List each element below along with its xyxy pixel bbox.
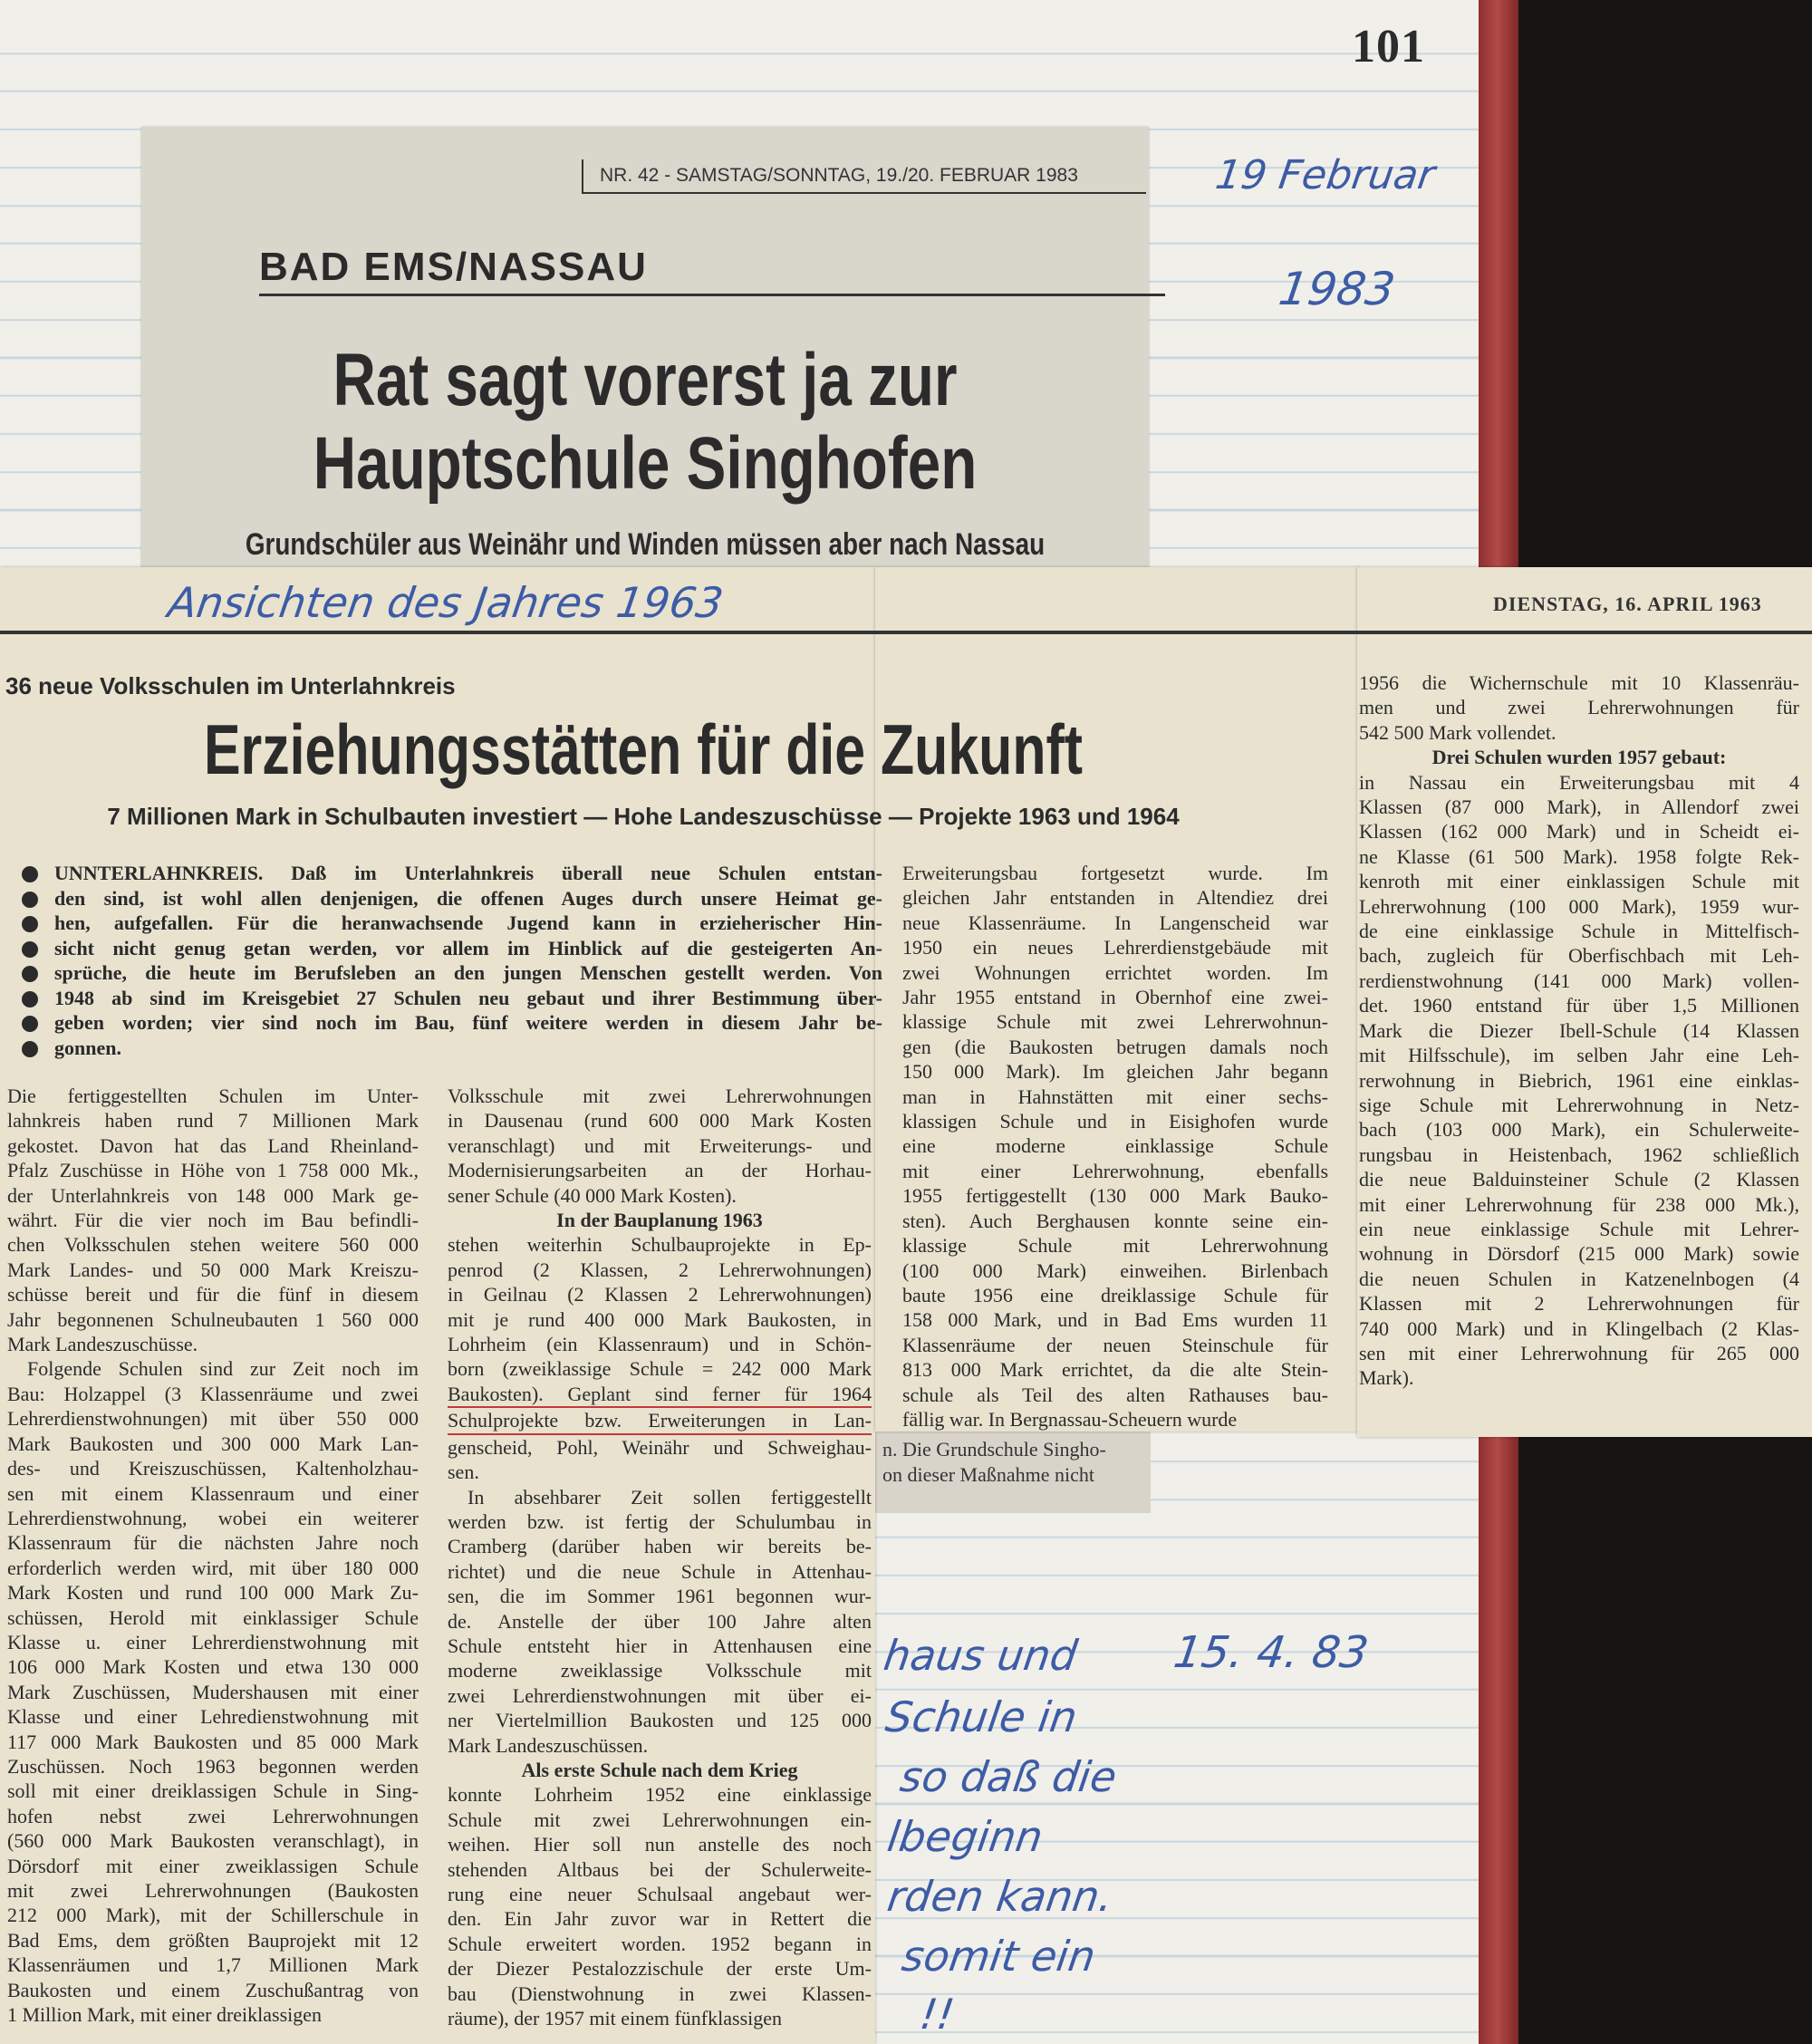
article-line: Die fertiggestellten Schulen im Unter- [7,1085,419,1107]
article-line: genscheid, Pohl, Weinähr und Schweighau- [448,1435,872,1459]
article-line: weihen. Hier soll nun anstelle des noch [448,1833,872,1856]
article-line: Als erste Schule nach dem Krieg [521,1758,798,1781]
article-column-3 [902,861,1328,1432]
article-line: sener Schule (40 000 Mark Kosten). [448,1183,737,1207]
article-line: 117 000 Mark Baukosten und 85 000 Mark [7,1730,419,1753]
article-line: veranschlagt) und mit Erweiterungs- und [448,1133,872,1157]
subheadline: 7 Millionen Mark in Schulbauten investiert — Hohe Landeszuschüsse — Projekte 1963 und 1964 [107,803,1180,830]
handwritten-line: !! [917,1990,958,2039]
article-line: Schule entsteht hier in Attenhausen eine [448,1634,872,1657]
section-heading: BAD EMS/NASSAU [259,245,1165,296]
article-line: 150 000 Mark). Im gleichen Jahr begann [902,1060,1328,1084]
article-line: Mark Landes- und 50 000 Mark Kreiszu- [7,1258,419,1281]
lead-paragraph [22,861,882,1060]
handwritten-line: somit ein [899,1932,1099,1981]
kicker: 36 neue Volksschulen im Unterlahnkreis [5,672,456,699]
article-line: (100 000 Mark) einweihen. Birlenbach [902,1258,1328,1282]
article-line: mit je rund 400 000 Mark Baukosten, in [448,1307,872,1331]
lead-line: gonnen. [22,1036,882,1061]
article-line: mit einer Lehrerwohnung, ebenfalls [902,1159,1328,1182]
article-line: rerdienstwohnung (141 000 Mark) vollen- [1359,969,1799,992]
article-line: Schule erweitert worden. 1952 begann in [448,1932,872,1955]
article-line: Lehrerdienstwohnung, wobei ein weiterer [7,1506,419,1529]
article-line: werden bzw. ist fertig der Schulumbau in [448,1509,872,1533]
article-line: born (zweiklassige Schule = 242 000 Mark [448,1357,872,1381]
handwritten-year: 1983 [1275,263,1399,315]
article-line: Folgende Schulen sind zur Zeit noch im [27,1357,419,1381]
article-line: Mark Baukosten und 300 000 Mark Lan- [7,1432,419,1455]
article-line: zwei Lehrerdienstwohnungen mit über ei- [448,1683,872,1707]
article-line: 1 Million Mark, mit einer dreiklassigen [7,2003,323,2027]
article-line: sen mit einem Klassenraum und einer [7,1481,419,1505]
article-line: rerwohnung in Biebrich, 1961 eine einklas- [1359,1068,1799,1092]
article-line: bach, zugleich für Oberfischbach mit Leh- [1359,944,1799,968]
article-line: eine moderne einklassige Schule [902,1134,1328,1158]
article-line: des- und Kreiszuschüssen, Kaltenholzhau- [7,1457,419,1480]
subheadline: Grundschüler aus Weinähr und Winden müssen aber nach Nassau [245,527,1046,562]
article-line: (560 000 Mark Baukosten veranschlagt), in [7,1829,419,1853]
bullet-icon [22,991,38,1008]
article-line: die neuen Schulen in Katzenelnbogen (4 [1359,1267,1799,1290]
article-line: Mark Landeszuschüssen. [448,1733,649,1757]
article-line: Klassenräumen und 1,7 Millionen Mark [7,1953,419,1977]
clipping-1983 [141,127,1149,598]
article-line: 542 500 Mark vollendet. [1359,720,1557,744]
article-line: schule als Teil des alten Rathauses bau- [902,1383,1328,1406]
article-line: ner Viertelmillion Baukosten und 125 000 [448,1709,872,1732]
article-line: neue Klassenräume. In Langenscheid war [902,911,1328,934]
article-line: Klassen (87 000 Mark), in Allendorf zwei [1359,795,1799,819]
bullet-icon [22,1016,38,1032]
handwritten-line: lbeginn [884,1812,1046,1861]
article-column-1 [7,1084,419,2027]
article-line: de. Anstelle der über 100 Jahre alten [448,1609,872,1633]
article-line: sige Schule mit Lehrerwohnung in Netz- [1359,1093,1799,1116]
lead-line: 1948 ab sind im Kreisgebiet 27 Schulen neu gebaut und ihrer Bestimmung über- [22,986,882,1011]
article-column-4 [1359,670,1799,1391]
article-line: Lehrerwohnung (100 000 Mark), 1959 wur- [1359,894,1799,918]
article-line: währt. Für die vier noch im Bau befindli- [7,1209,419,1232]
article-line: klassige Schule mit Lehrerwohnung [902,1234,1328,1258]
article-line: In der Bauplanung 1963 [556,1209,763,1232]
lead-line: geben worden; vier sind noch im Bau, fünf weitere werden in diesem Jahr be- [22,1010,882,1036]
page-number: 101 [1352,21,1425,72]
article-line: man in Hahnstätten mit einer sechs- [902,1085,1328,1108]
handwritten-line: rden kann. [884,1872,1116,1921]
article-line: Modernisierungsarbeiten an der Horhau- [448,1159,872,1182]
article-line: Drei Schulen wurden 1957 gebaut: [1431,746,1727,769]
article-line: schüsse bereit und für die fünf in diesem [7,1283,419,1306]
article-line: 158 000 Mark, und in Bad Ems wurden 11 [902,1308,1328,1332]
article-line: in Geilnau (2 Klassen 2 Lehrerwohnungen) [448,1283,872,1306]
article-line: schüssen, Herold mit einklassiger Schule [7,1605,419,1629]
article-line: soll mit einer dreiklassigen Schule in Sing- [7,1779,419,1803]
article-line: Mark Kosten und rund 100 000 Mark Zu- [7,1581,419,1605]
lead-line: sicht nicht genug getan werden, vor allem im Hinblick auf die gesteigerten An- [22,936,882,961]
bullet-icon [22,966,38,982]
handwritten-line: haus und [881,1631,1081,1680]
article-line: Jahr begonnenen Schulneubauten 1 560 000 [7,1307,419,1331]
article-line: Baukosten). Geplant sind ferner für 1964 [448,1382,872,1408]
lead-line: sprüche, die heute im Berufsleben an den jungen Menschen gestellt werden. Von [22,960,882,986]
article-line: fällig war. In Bergnassau-Scheuern wurde [902,1407,1238,1431]
lead-line: hen, aufgefallen. Für die heranwachsende Jugend kann in erzieherischer Hin- [22,911,882,936]
bullet-icon [22,941,38,958]
article-line: Zuschüssen. Noch 1963 begonnen werden [7,1754,419,1778]
article-line: moderne zweiklassige Volksschule mit [448,1659,872,1682]
article-line: In absehbarer Zeit sollen fertiggestellt [467,1485,872,1509]
handwritten-date-bottom: 15. 4. 83 [1171,1627,1372,1678]
article-line: Schulprojekte bzw. Erweiterungen in Lan- [448,1408,872,1434]
article-line: rungsbau in Heistenbach, 1962 schließlich [1359,1143,1799,1166]
clipping-date: DIENSTAG, 16. APRIL 1963 [1493,593,1762,615]
article-line: chen Volksschulen stehen weitere 560 000 [7,1233,419,1257]
bullet-icon [22,916,38,932]
article-line: gleichen Jahr entstanden in Altendiez drei [902,886,1328,910]
article-line: gen (die Baukosten betrugen damals noch [902,1035,1328,1058]
headline: Erziehungsstätten für die Zukunft [203,709,1084,789]
handwritten-line: so daß die [897,1752,1120,1801]
article-line: penrod (2 Klassen, 2 Lehrerwohnungen) [448,1258,872,1281]
article-line: 106 000 Mark Kosten und etwa 130 000 [7,1655,419,1679]
masthead-rule [0,631,1812,634]
article-line: Erweiterungsbau fortgesetzt wurde. Im [902,862,1328,884]
article-line: det. 1960 entstand für über 1,5 Millionen [1359,994,1799,1017]
article-line: Klassenraum für die nächsten Jahre noch [7,1531,419,1555]
article-line: 740 000 Mark) und in Klingelbach (2 Klas- [1359,1316,1799,1340]
article-line: der Unterlahnkreis von 148 000 Mark ge- [7,1183,419,1207]
article-line: kenroth mit einer einklassigen Schule mit [1359,870,1799,893]
article-line: Schule mit zwei Lehrerwohnungen ein- [448,1808,872,1831]
article-line: Klasse u. einer Lehrerdienstwohnung mit [7,1630,419,1654]
article-line: ne Klasse (61 500 Mark). 1958 folgte Rek- [1359,844,1799,868]
article-line: Mark Zuschüssen, Mudershausen mit einer [7,1680,419,1703]
article-line: sen. [448,1461,479,1484]
article-line: hofen nebst zwei Lehrerwohnungen [7,1804,419,1827]
clipping-dateline: NR. 42 - SAMSTAG/SONNTAG, 19./20. FEBRUAR 1983 [582,159,1146,194]
article-line: Jahr 1955 entstand in Obernhof eine zwei- [902,986,1328,1009]
article-line: Klassen (162 000 Mark) und in Scheidt ei- [1359,820,1799,844]
article-line: Baukosten und einem Zuschußantrag von [7,1978,419,2001]
bullet-icon [22,866,38,882]
article-line: rung eine neuer Schulsaal angebaut wer- [448,1883,872,1905]
article-line: sten). Auch Berghausen konnte seine ein- [902,1209,1328,1232]
fragment-line: on dieser Maßnahme nicht [882,1463,1094,1486]
lead-line: den sind, ist wohl allen denjenigen, die offenen Auges durch unsere Heimat ge- [22,886,882,911]
article-line: ein neue einklassige Schule mit Lehrer- [1359,1217,1799,1240]
article-line: Klasse und einer Lehredienstwohnung mit [7,1705,419,1729]
article-line: Bad Ems, dem größten Bauprojekt mit 12 [7,1928,419,1952]
article-line: mit einer Lehrerwohnung für 238 000 Mk.), [1359,1192,1799,1216]
article-line: de eine einklassige Schule in Mittelfisch- [1359,920,1799,943]
article-line: richtet) und die neue Schule in Attenhau- [448,1559,872,1583]
article-line: den. Ein Jahr zuvor war in Rettert die [448,1907,872,1931]
handwritten-line: Schule in [882,1692,1081,1741]
article-line: baute 1956 eine dreiklassige Schule für [902,1283,1328,1306]
article-line: 1950 ein neues Lehrerdienstgebäude mit [902,936,1328,959]
article-line: 212 000 Mark), mit der Schillerschule in [7,1904,419,1927]
article-line: Klassen mit 2 Lehrerwohnungen für [1359,1292,1799,1316]
article-line: Dörsdorf mit einer zweiklassigen Schule [7,1854,419,1877]
article-line: der Diezer Pestalozzischule der erste Um- [448,1957,872,1981]
lead-line: UNNTERLAHNKREIS. Daß im Unterlahnkreis überall neue Schulen entstan- [22,861,882,886]
article-line: Volksschule mit zwei Lehrerwohnungen [448,1085,872,1107]
headline-line-1: Rat sagt vorerst ja zur [333,339,958,421]
article-line: men und zwei Lehrerwohnungen für [1359,696,1799,719]
article-line: Klassenräume der neuen Steinschule für [902,1333,1328,1356]
article-line: Cramberg (darüber haben wir bereits be- [448,1535,872,1558]
article-line: mit zwei Lehrerwohnungen (Baukosten [7,1879,419,1902]
article-line: die neue Balduinsteiner Schule (2 Klassen [1359,1168,1799,1191]
headline-line-2: Hauptschule Singhofen [313,422,978,505]
article-line: stehenden Altbaus bei der Schulerweite- [448,1857,872,1881]
handwritten-date: 19 Februar [1212,152,1438,198]
article-line: 813 000 Mark errichtet, da die alte Stein- [902,1358,1328,1382]
article-line: mit Hilfsschule), im selben Jahr eine Leh- [1359,1044,1799,1067]
article-line: Lohrheim (ein Klassenraum) und in Schön- [448,1333,872,1356]
article-line: 1956 die Wichernschule mit 10 Klassenräu- [1359,671,1799,694]
article-line: klassige Schule mit zwei Lehrerwohnun- [902,1010,1328,1034]
bullet-icon [22,1041,38,1057]
article-line: Mark Landeszuschüsse. [7,1333,198,1356]
article-line: sen, die im Sommer 1961 begonnen wur- [448,1585,872,1608]
article-line: Mark die Diezer Ibell-Schule (14 Klassen [1359,1018,1799,1042]
article-line: in Dausenau (rund 600 000 Mark Kosten [448,1109,872,1133]
article-column-2 [448,1084,872,2030]
article-line: in Nassau ein Erweiterungsbau mit 4 [1359,770,1799,794]
article-line: erforderlich werden wird, mit über 180 000 [7,1556,419,1579]
article-line: klassigen Schule und in Eisighofen wurde [902,1110,1328,1133]
article-line: 1955 fertiggestellt (130 000 Mark Bauko- [902,1184,1328,1208]
article-line: stehen weiterhin Schulbauprojekte in Ep- [448,1233,872,1257]
article-line: sen mit einer Lehrerwohnung für 265 000 [1359,1341,1799,1364]
article-line: bau (Dienstwohnung in zwei Klassen- [448,1981,872,2005]
article-line: Mark). [1359,1366,1414,1390]
article-line: lahnkreis haben rund 7 Millionen Mark [7,1109,419,1133]
bullet-icon [22,892,38,908]
article-line: Pfalz Zuschüsse in Höhe von 1 758 000 Mk., [7,1159,419,1182]
article-line: bach (103 000 Mark), ein Schulerweite- [1359,1118,1799,1142]
article-line: Lehrerdienstwohnungen) mit über 550 000 [7,1407,419,1431]
article-line: Bau: Holzappel (3 Klassenräume und zwei [7,1382,419,1405]
article-line: wohnung in Dörsdorf (215 000 Mark) sowie [1359,1242,1799,1266]
article-line: gekostet. Davon hat das Land Rheinland- [7,1133,419,1157]
article-line: zwei Wohnungen errichtet worden. Im [902,960,1328,984]
article-line: räume), der 1957 mit einem fünfklassigen [448,2007,783,2030]
clipping-1983-fragment [875,1432,1151,1513]
fragment-line: n. Die Grundschule Singho- [882,1438,1106,1461]
handwritten-note: Ansichten des Jahres 1963 [165,578,727,627]
article-line: konnte Lohrheim 1952 eine einklassige [448,1783,872,1807]
